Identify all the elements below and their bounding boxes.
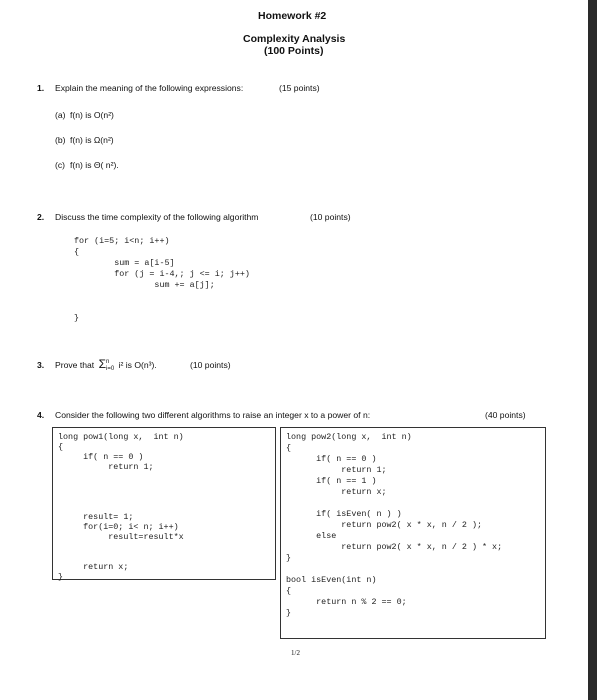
code-line <box>58 472 184 482</box>
code-line <box>286 498 502 509</box>
code-line <box>58 542 184 552</box>
doc-points-total: (100 Points) <box>264 45 324 57</box>
code-line: long pow1(long x, int n) <box>58 432 184 442</box>
code-line: return pow2( x * x, n / 2 ); <box>286 520 483 530</box>
code-line: return n % 2 == 0; <box>286 597 407 607</box>
code-line: sum += a[j]; <box>74 280 215 290</box>
q2-text: Discuss the time complexity of the following algorithm <box>55 212 259 222</box>
code-line: { <box>286 586 292 596</box>
code-line: for (j = i-4,; j <= i; j++) <box>74 269 250 279</box>
doc-title: Homework #2 <box>258 10 327 22</box>
code-line: result=result*x <box>58 532 184 542</box>
code-line: } <box>286 553 292 563</box>
code-line: { <box>74 247 80 257</box>
code-line: sum = a[i-5] <box>74 258 175 268</box>
q2-points: (10 points) <box>310 212 351 222</box>
q1-points: (15 points) <box>279 83 320 93</box>
sum-lower: i=0 <box>105 365 115 372</box>
code-line: for(i=0; i< n; i++) <box>58 522 179 532</box>
code-line: if( n == 0 ) <box>286 454 377 464</box>
code-line <box>58 552 184 562</box>
code-line <box>58 502 184 512</box>
page-number: 1/2 <box>291 649 300 657</box>
code-line: return 1; <box>58 462 154 472</box>
q1-item-b-expr: f(n) is Ω(n²) <box>70 135 114 145</box>
sum-upper: n <box>105 358 110 365</box>
code-line: for (i=5; i<n; i++) <box>74 236 170 246</box>
q3-prefix: Prove that <box>55 360 95 370</box>
q3-points: (10 points) <box>190 360 231 370</box>
code-line: } <box>286 608 292 618</box>
q3-term: i² is O(n³). <box>118 360 157 370</box>
code-line: long pow2(long x, int n) <box>286 432 412 442</box>
q1-item-a-expr: f(n) is O(n²) <box>70 110 114 120</box>
code-line: { <box>58 442 64 452</box>
code-line: } <box>58 572 64 582</box>
code-line <box>74 291 250 302</box>
code-line: else <box>286 531 337 541</box>
q1-number: 1. <box>37 83 45 93</box>
q4-number: 4. <box>37 410 45 420</box>
doc-subtitle: Complexity Analysis <box>243 33 346 45</box>
code-line: result= 1; <box>58 512 134 522</box>
q3-text <box>55 357 157 373</box>
q1-item-c-label: (c) <box>55 160 66 170</box>
summation-symbol: Σ <box>98 357 106 371</box>
q3-number: 3. <box>37 360 45 370</box>
pow1-code-box <box>52 427 276 580</box>
code-line: return x; <box>286 487 387 497</box>
q4-points: (40 points) <box>485 410 526 420</box>
q1-text: Explain the meaning of the following expressions: <box>55 83 244 93</box>
q4-text: Consider the following two different algorithms to raise an integer x to a power of n: <box>55 410 371 420</box>
q2-number: 2. <box>37 212 45 222</box>
code-line <box>74 302 250 313</box>
q1-item-a-label: (a) <box>55 110 66 120</box>
q1-item-c-expr: f(n) is Θ( n²). <box>70 160 119 170</box>
code-line: return 1; <box>286 465 387 475</box>
pow2-code-box <box>280 427 546 639</box>
code-line: return x; <box>58 562 129 572</box>
q1-item-b-label: (b) <box>55 135 66 145</box>
dark-page-edge <box>588 0 597 700</box>
code-line: } <box>74 313 80 323</box>
code-line <box>286 564 502 575</box>
code-line: return pow2( x * x, n / 2 ) * x; <box>286 542 503 552</box>
code-line: if( n == 1 ) <box>286 476 377 486</box>
code-line <box>58 492 184 502</box>
code-line: bool isEven(int n) <box>286 575 377 585</box>
q2-code-block <box>74 236 250 324</box>
code-line: { <box>286 443 292 453</box>
code-line: if( n == 0 ) <box>58 452 144 462</box>
code-line <box>58 482 184 492</box>
code-line: if( isEven( n ) ) <box>286 509 402 519</box>
